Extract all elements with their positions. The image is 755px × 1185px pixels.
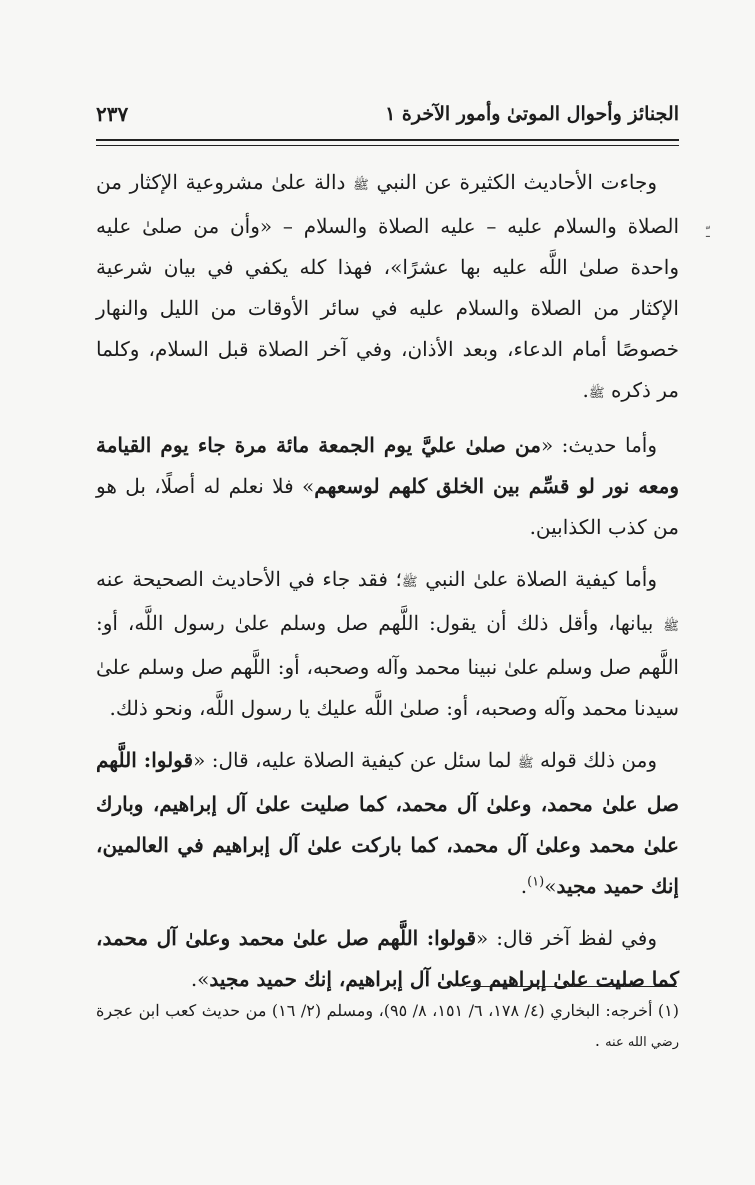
text-run: وجاءت الأحاديث الكثيرة عن النبي [376, 170, 658, 194]
text-run: وأما كيفية الصلاة علىٰ النبي [425, 567, 658, 591]
text-run: ومن ذلك قوله [540, 748, 658, 772]
footnote-ref[interactable]: (١) [527, 874, 545, 890]
salawat-glyph: ﷺ [401, 575, 418, 590]
text-run: ». [190, 967, 210, 991]
paragraph-4 [96, 740, 679, 907]
header-rule-thin [96, 145, 679, 146]
text-run: ؛ فقد جاء في الأحاديث الصحيحة عنه [96, 567, 402, 591]
hadith-quote: قولوا: اللَّهم صل علىٰ محمد وعلىٰ آل محمد، كما صليت علىٰ إبراهيم وعلىٰ آل إبراهيم، إنك حميد مجيد [96, 926, 679, 991]
text-run: » [544, 874, 557, 898]
margin-mark: ـّ [706, 226, 710, 241]
paragraph-1 [96, 162, 679, 414]
footnote-1 [96, 996, 679, 1058]
salawat-glyph: ﷺ [517, 756, 534, 771]
text-run: » فلا نعلم له أصلًا، بل هو من كذب الكذابين. [96, 474, 679, 539]
text-run: دالة علىٰ مشروعية الإكثار من الصلاة والسلام عليه – عليه الصلاة والسلام – «وأن من صلىٰ عليه واحدة صلىٰ اللَّه عليه بها عشرًا»، فهذا كله يكفي في بيان شرعية الإكثار من الصلاة والسلام عليه في سائر الأوقات من الليل والنهار خصوصًا أمام الدعاء، وبعد الأذان، وفي آخر الصلاة قبل السلام، وكلما مر ذكره [96, 170, 679, 402]
salawat-glyph: ﷺ [353, 178, 369, 193]
text-run: وفي لفظ آخر قال: « [476, 926, 657, 950]
text-run: بيانها، وأقل ذلك أن يقول: اللَّهم صل وسلم علىٰ رسول اللَّه، أو: اللَّهم صل وسلم علىٰ نبينا محمد وآله وصحبه، أو: اللَّهم صل وسلم علىٰ سيدنا محمد وآله وصحبه، أو: صلىٰ اللَّه عليك يا رسول اللَّه، ونحو ذلك. [96, 611, 679, 720]
main-text [96, 162, 679, 1000]
honorific-glyph: رضي الله عنه [605, 1035, 679, 1050]
running-title: الجنائز وأحوال الموتىٰ وأمور الآخرة ١ [385, 103, 679, 125]
salawat-glyph: ﷺ [588, 386, 605, 401]
hadith-quote: من صلىٰ عليَّ يوم الجمعة مائة مرة جاء يوم القيامة ومعه نور لو قسِّم بين الخلق كلهم لوسعهم [96, 433, 680, 498]
hadith-quote: قولوا: اللَّهم صل علىٰ محمد، وعلىٰ آل محمد، كما صليت علىٰ آل إبراهيم، وبارك علىٰ محمد وعلىٰ آل محمد، كما باركت علىٰ آل إبراهيم في العالمين، إنك حميد مجيد [96, 748, 680, 898]
page-header [96, 98, 679, 130]
text-run: وأما حديث: « [540, 433, 657, 457]
paragraph-2 [96, 425, 679, 548]
text-run: . [520, 874, 528, 898]
page-number: ٢٣٧ [96, 102, 129, 126]
footnote-end: . [594, 1031, 600, 1050]
paragraph-3 [96, 559, 679, 729]
text-run: لما سئل عن كيفية الصلاة عليه، قال: « [193, 748, 512, 772]
footnotes [96, 996, 679, 1058]
footnote-text: (١) أخرجه: البخاري (٤/ ١٧٨، ٦/ ١٥١، ٨/ ٩٥)، ومسلم (٢/ ١٦) من حديث كعب ابن عجرة [96, 1001, 679, 1020]
footnote-separator [466, 986, 677, 987]
header-rule-thick [96, 139, 679, 141]
paragraph-5 [96, 918, 679, 1000]
salawat-glyph: ﷺ [663, 619, 680, 634]
text-run: . [582, 378, 589, 402]
